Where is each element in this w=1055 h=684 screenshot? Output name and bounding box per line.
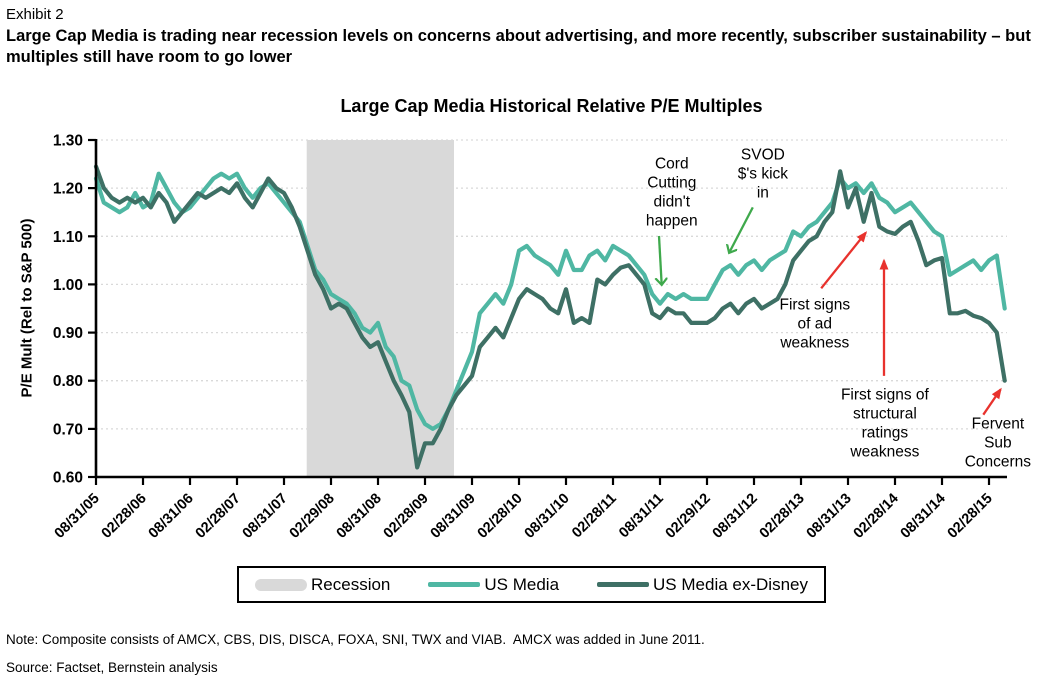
annotation-text-svod-kick-in: SVOD $'s kick in: [737, 146, 789, 202]
y-axis-title: P/E Mult (Rel to S&P 500): [18, 218, 36, 398]
x-tick-label: 02/29/08: [286, 490, 338, 542]
legend-label: Recession: [311, 574, 391, 594]
x-tick-label: 02/28/13: [756, 490, 808, 542]
x-tick-label: 08/31/07: [239, 490, 291, 542]
headline: Large Cap Media is trading near recession levels on concerns about advertising, and more recently, subscriber sustainability – but multiples still have room to go lower: [6, 27, 1031, 66]
y-tick-label: 1.20: [52, 180, 83, 198]
legend-item-us-media-ex-disney: [597, 575, 808, 595]
y-tick-label: 0.80: [52, 373, 83, 391]
x-tick-label: 08/31/05: [51, 490, 103, 542]
x-tick-label: 02/28/15: [944, 490, 996, 542]
exhibit-label: Exhibit 2: [6, 6, 64, 23]
recession-swatch: [255, 579, 307, 591]
x-tick-label: 08/31/12: [709, 490, 761, 542]
annotation-text-fervent-sub: Fervent Sub Concerns: [964, 415, 1032, 471]
legend-label: US Media ex-Disney: [653, 574, 808, 594]
y-tick-label: 1.10: [52, 228, 83, 246]
pe-multiples-chart: [0, 118, 1055, 563]
x-tick-label: 02/28/07: [192, 490, 244, 542]
x-tick-label: 08/31/10: [521, 490, 573, 542]
footnote: Note: Composite consists of AMCX, CBS, DIS, DISCA, FOXA, SNI, TWX and VIAB. AMCX was added in June 2011.: [6, 632, 705, 647]
x-tick-label: 02/28/14: [850, 490, 902, 542]
x-tick-label: 08/31/06: [145, 490, 197, 542]
annotation-text-cord-cutting: Cord Cutting didn't happen: [645, 155, 698, 230]
source-line: Source: Factset, Bernstein analysis: [6, 660, 218, 675]
x-tick-label: 02/28/10: [474, 490, 526, 542]
y-tick-label: 1.00: [52, 276, 83, 294]
annotation-arrow-ad-weakness: [821, 233, 866, 289]
legend-item-recession: [255, 575, 390, 595]
annotation-arrow-svod-kick-in: [729, 207, 753, 253]
y-tick-label: 0.60: [52, 469, 83, 487]
annotation-text-structural-ratings: First signs of structural ratings weakness: [840, 386, 929, 461]
annotation-arrow-cord-cutting: [659, 236, 662, 285]
x-tick-label: 08/31/14: [897, 490, 949, 542]
legend-label: US Media: [484, 574, 560, 594]
legend-item-us-media: [428, 575, 559, 595]
chart-legend: [237, 566, 826, 603]
us-media-swatch: [428, 582, 480, 587]
x-tick-label: 08/31/08: [333, 490, 385, 542]
x-tick-label: 02/29/12: [662, 490, 714, 542]
x-tick-label: 08/31/11: [616, 490, 667, 542]
x-tick-label: 02/28/11: [569, 490, 620, 542]
annotation-text-ad-weakness: First signs of ad weakness: [779, 296, 851, 352]
x-tick-label: 08/31/13: [803, 490, 855, 542]
x-tick-label: 02/28/06: [98, 490, 150, 542]
x-tick-label: 02/28/09: [380, 490, 432, 542]
y-tick-label: 0.90: [52, 325, 83, 343]
y-tick-label: 0.70: [52, 421, 83, 439]
annotation-arrow-fervent-sub: [983, 389, 1000, 414]
us-media-ex-disney-swatch: [597, 582, 649, 587]
x-tick-label: 08/31/09: [427, 490, 479, 542]
y-tick-label: 1.30: [52, 132, 83, 150]
chart-title: Large Cap Media Historical Relative P/E Multiples: [340, 96, 763, 116]
